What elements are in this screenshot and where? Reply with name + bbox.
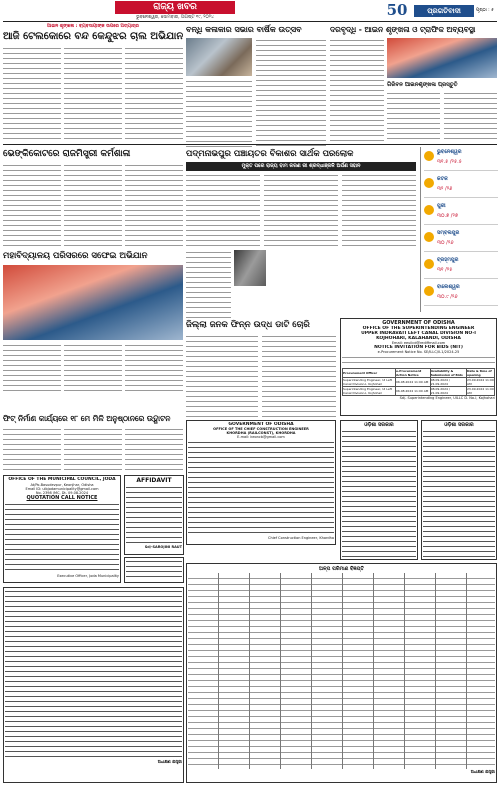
tender-superintending-engineer [340, 318, 497, 416]
tender-office-sub: UPPER INDRAVATI LEFT CANAL DIVISION NO-I [361, 331, 476, 336]
tender-table-cell: 08.09.2024 / 21.09.2024 [430, 378, 466, 387]
weather-temp: ୩୨ /୨୬ [437, 186, 453, 192]
mc-title: OFFICE OF THE MUNICIPAL COUNCIL, JODA [8, 477, 116, 482]
tender-table-cell: 23.09.2024 11:00 AM [467, 378, 494, 386]
bottom-sign-right: ଅଧୀକ୍ଷଣ ଯନ୍ତ୍ରୀ [470, 769, 495, 774]
mc-sub: At/Po-Basudevpur, Keonjhar, Odisha [30, 483, 94, 487]
tender-table-cell: 06.08.2024 11:00 AM [395, 387, 430, 396]
story-headline: ମହାବିଦ୍ୟାଳୟ ପରିସରରେ ସଫେଇ ଅଭିଯାନ [3, 251, 148, 261]
tender-table-cell: 23.09.2024 11:00 AM [467, 387, 494, 395]
mid-small-body [126, 559, 182, 581]
tender-table [342, 368, 495, 396]
story-photo [387, 38, 497, 78]
masthead [0, 0, 500, 22]
story-body-col3 [125, 46, 183, 141]
gov-email: E-mail: keoncb@gmail.com [237, 435, 285, 439]
notice-mid-small [124, 557, 184, 583]
story-photo [186, 38, 252, 76]
weather-city: ଭୁବନେଶ୍ୱର [437, 149, 462, 155]
portrait-photo [234, 250, 266, 286]
story-body-col2 [262, 334, 336, 418]
weather-row [424, 147, 498, 171]
tender-body [342, 355, 495, 367]
mc-notice: QUOTATION CALL NOTICE [26, 495, 98, 501]
mc-body [5, 502, 119, 574]
tender-notice-no: e-Procurement Notice No. SE/ILLC/II-1/2024-25 [377, 350, 460, 354]
tender-govt-title: GOVERNMENT OF ODISHA [382, 320, 455, 326]
tender-table-header-cell: e-Procurement Action Notice [395, 369, 430, 378]
story-body-col1 [3, 343, 61, 393]
sun-icon [424, 178, 434, 188]
gov-title: GOVERNMENT OF ODISHA [228, 422, 294, 427]
story-theft [186, 318, 336, 418]
tender-table-row [343, 387, 495, 396]
sun-icon [424, 151, 434, 161]
sun-icon [424, 286, 434, 296]
story-body-col1 [3, 46, 61, 141]
story-body [186, 250, 231, 320]
tender-table-cell: 08.09.2024 / 21.09.2024 [430, 387, 466, 396]
tender-notice: NOTICE INVITATION FOR BIDS (NIT) [374, 345, 463, 350]
story-body-col3 [342, 173, 416, 249]
tender-office-place: KOJHOHARI, KALAHANDI, ODISHA [376, 336, 461, 341]
story-obituary [186, 250, 266, 320]
story-body-col1 [330, 38, 384, 141]
affidavit-sign: Sd/-SAROJINI RAUT [144, 545, 182, 549]
story-headline: ଜିଲ୍ଲା ଜନକ ଫିନ୍ନ ଉଦ୍ଧ ଡାଟି ଚୋରି [186, 320, 310, 330]
sun-icon [424, 205, 434, 215]
dateline: ଭୁବନେଶ୍ୱର, ସୋମବାର, ଅଗଷ୍ଟ ୧୯, ୨୦୨୪ [136, 15, 214, 20]
gov-body [188, 440, 334, 536]
weather-city: ପୁରୀ [437, 203, 446, 209]
weather-city: ବାଲେଶ୍ୱର [437, 284, 460, 290]
story-telco [3, 23, 183, 143]
weather-city: ବ୍ରହ୍ମପୁର [437, 257, 459, 263]
pub-body-left [342, 429, 416, 557]
tender-table-cell: 06.08.2024 11:00 AM [395, 378, 430, 387]
gov-sub2: KHORDHA (RAILCONST), KHORDHA [226, 431, 296, 435]
tender-signature: Sd/- Superintending Engineer, UILLC D. No-I, Kojhohari [399, 396, 495, 400]
weather-row [424, 255, 498, 279]
story-headline: ଭେଙ୍କିକୋଟରେ ରାଜମିସ୍ତ୍ରୀ କର୍ମଶାଳା [3, 149, 131, 159]
notice-lower-left [3, 587, 184, 783]
weather-city: ସମ୍ବଲପୁର [437, 230, 460, 236]
weather-temp: ୩୦ /୨୬ [437, 240, 454, 246]
story-body-col2 [387, 91, 440, 141]
row-rule [3, 144, 497, 145]
story-headline: ଆଜି ଟେଲକୋରେ ବନ୍ଦ କେନ୍ଦୁଝର ଚାଲ ଅଭିଯାନ [3, 31, 183, 42]
story-body-col1 [186, 334, 258, 418]
bottom-sign-left: ଅଧୀକ୍ଷଣ ଯନ୍ତ୍ରୀ [157, 759, 182, 764]
mc-no: No. 2398 /MC, Dt. 09.08.2024 [35, 491, 89, 495]
story-body-col2 [64, 427, 122, 472]
mc-email: Email ID: ulbjodamunicipality@gmail.com [25, 487, 99, 491]
anniversary-badge: 50 [386, 1, 408, 19]
story-body-col3 [444, 91, 497, 141]
weather-box [420, 147, 497, 312]
notice-municipal-council [3, 475, 121, 583]
tender-table-cell: Superintending Engineer, UI Left Canal Division-I, Kojhohari [343, 387, 396, 396]
weather-temp: ୩୦.୯ /୨୬ [437, 294, 458, 300]
story-body-col3 [125, 343, 183, 393]
lower-left-body [5, 589, 182, 759]
weather-row [424, 174, 498, 198]
story-body-col1 [3, 427, 61, 472]
story-body-col3 [125, 163, 183, 247]
story-traffic [330, 23, 497, 143]
weather-row [424, 201, 498, 225]
story-photo [3, 265, 183, 340]
story-headline: ପଦ୍ମନାଭପୁର ପଞ୍ଚାୟତର ବିକାଶର ସାର୍ଥକ ପରଲୋକ [186, 149, 354, 159]
story-body-col2 [64, 163, 122, 247]
notice-odia-left [340, 420, 418, 560]
story-body-col2 [264, 173, 338, 249]
tender-table-row [343, 378, 495, 387]
notice-big-table [186, 563, 497, 783]
tender-office-title: OFFICE OF THE SUPERINTENDING ENGINEER [362, 326, 475, 331]
story-body-col1 [3, 163, 61, 247]
weather-temp: ୩୧.୫ /୨୫.୫ [437, 159, 462, 165]
story-headline: ଫିଟ୍ ନିର୍ମାଣ କାର୍ଯ୍ୟରେ ୧୮ ମେ ମିଳି ଅନୁଷ୍ଠାନରେ ଉଦ୍ଘାଟନ [3, 414, 171, 423]
page-number: ପୃଷ୍ଠା : ୫ [476, 8, 494, 13]
tender-table-header [343, 369, 495, 378]
notice-chief-construction [186, 420, 336, 545]
story-subhead: ଗିରିବନ ଆଇନଶୃଙ୍ଖଳା ପ୍ରସ୍ତୁତି [387, 82, 458, 88]
story-college-cleanup [3, 250, 183, 410]
sun-icon [424, 232, 434, 242]
weather-temp: ୩୧ /୨୫ [437, 267, 453, 273]
pub-body-right [423, 429, 495, 557]
tender-table-header-cell: Date & time of opening [467, 369, 495, 378]
story-mason-workshop [3, 147, 183, 247]
tender-table-cell: Superintending Engineer, UI Left Canal Division-I, Kojhohari [343, 378, 396, 387]
sun-icon [424, 259, 434, 269]
story-body-col1 [186, 173, 260, 249]
story-body-col3 [125, 427, 183, 472]
story-headline: ଦରବୃଦ୍ଧି - ଆଇନ ଶୃଙ୍ଖଳା ଓ ଟ୍ରାଫିକ ଅବ୍ୟବସ୍ଥା [330, 25, 476, 34]
story-headline: ବନ୍ଧି କଳାକାର ସଭାର ବାର୍ଷିକ ଉତ୍ସବ [186, 25, 302, 34]
affidavit-body [126, 485, 182, 545]
masthead-rule [3, 21, 497, 22]
weather-city: କଟକ [437, 176, 448, 182]
weather-temp: ୩୦.୭ /୨୭ [437, 213, 459, 219]
story-body-col1 [186, 79, 252, 149]
weather-row [424, 282, 498, 306]
tender-table-header-cell: Procurement Officer [343, 369, 396, 378]
big-table-title: ଅଳ୍ପ ପରିମାଣ ବିଜ୍ଞପ୍ତି [319, 566, 364, 572]
pub-title-left: ଓଡ଼ିଶା ସରକାର [364, 422, 394, 428]
brand-logo: ପ୍ରଗତିବାଦୀ [414, 5, 474, 17]
tender-email: Email: eeuilcd@rediffmail.com [391, 341, 446, 345]
story-body-col2 [64, 343, 122, 393]
notice-affidavit [124, 475, 184, 555]
story-inauguration [3, 412, 183, 472]
story-strip: ମୁକ୍ତ ପରେ ରାଜ୍ୟ ବାମ କରଣ ରୀ ଶ୍ରଦ୍ଧାଞ୍ଜଳି ଅର୍ପଣ ସହାନ [186, 162, 416, 171]
pub-title-right: ଓଡ଼ିଶା ସରକାର [444, 422, 474, 428]
mc-sign: Executive Officer, Joda Municipality [57, 574, 119, 578]
notice-odia-right [421, 420, 497, 560]
gov-sign: Chief Construction Engineer, Khordha [268, 536, 334, 540]
story-body-col2 [256, 38, 326, 149]
tender-table-header-cell: Availability & Submission of Bids [430, 369, 466, 378]
story-body-col2 [64, 46, 122, 141]
big-table-grid [188, 573, 495, 769]
gov-sub: OFFICE OF THE CHIEF CONSTRUCTION ENGINEER [213, 427, 309, 431]
affidavit-title: AFFIDAVIT [136, 477, 172, 484]
section-label: ରାଜ୍ୟ ଖବର [115, 1, 235, 14]
weather-list [424, 147, 498, 312]
weather-row [424, 228, 498, 252]
story-kicker: ଆଇନ ଶୃଙ୍ଖଳା : ବ୍ୟବସାୟୀଙ୍କ ଉପରେ ଅତ୍ୟାଚାର [47, 24, 139, 29]
